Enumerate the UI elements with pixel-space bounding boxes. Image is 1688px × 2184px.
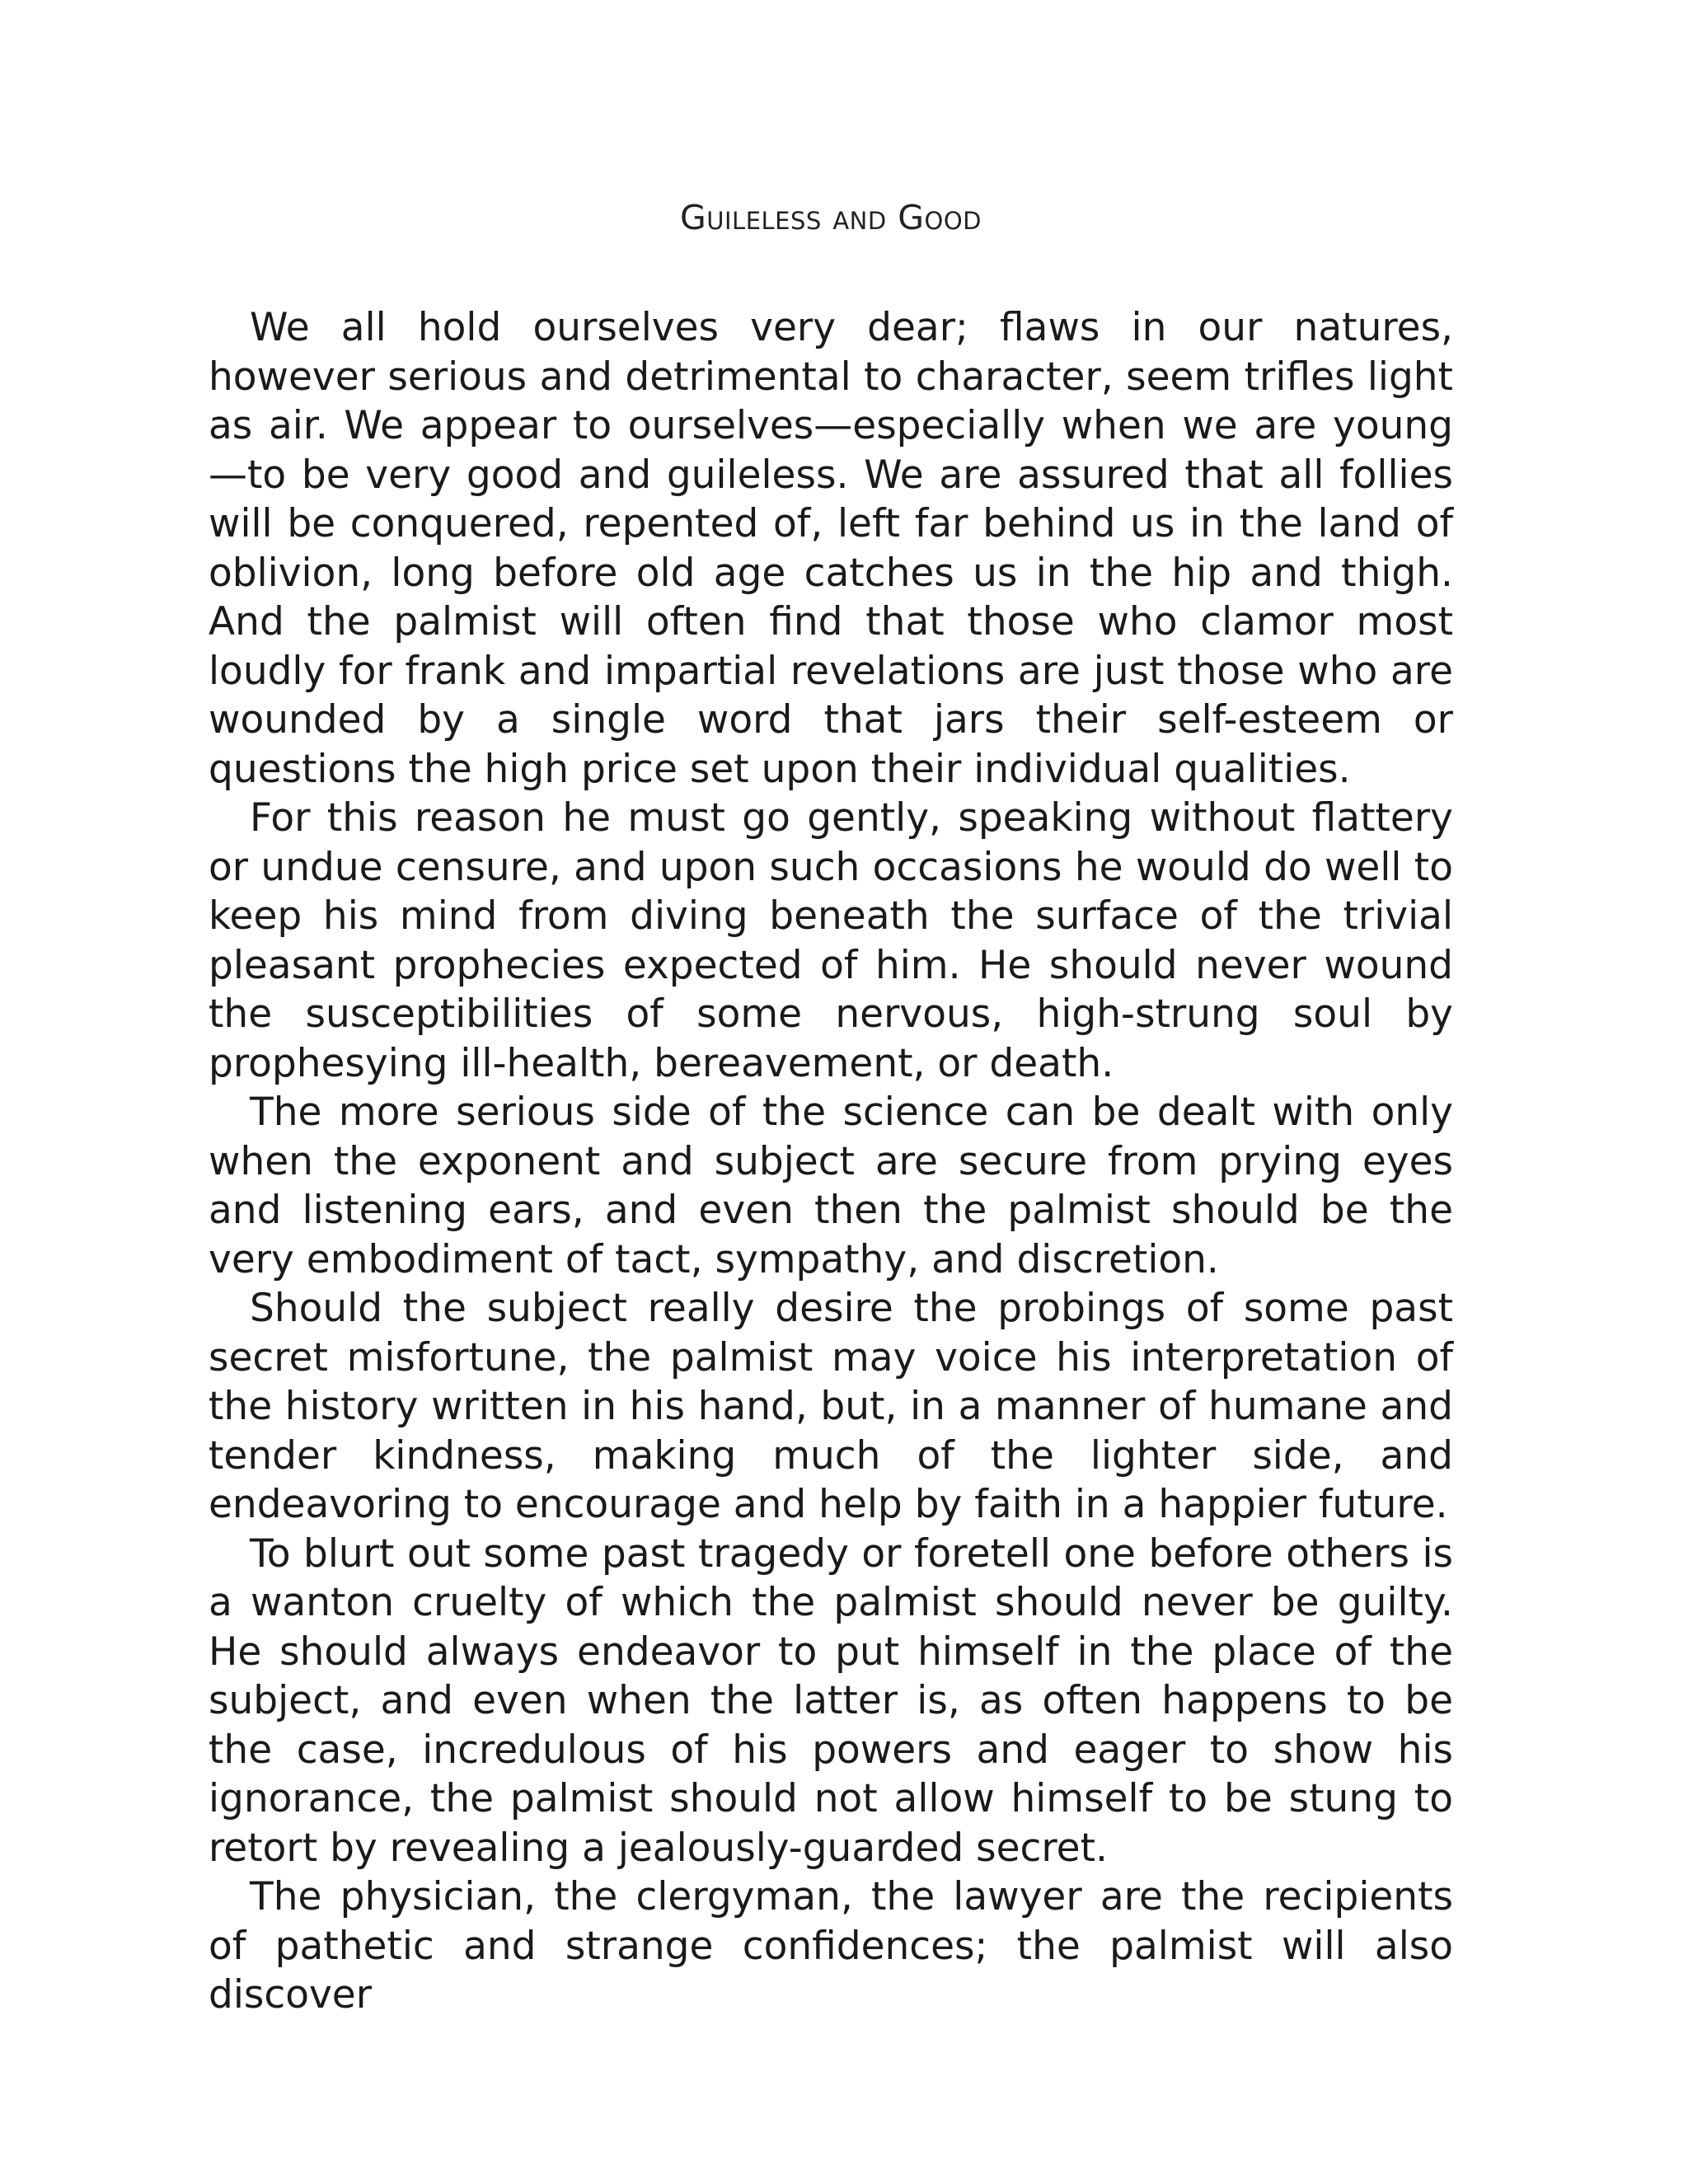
paragraph-5: To blurt out some past tragedy or foretell one before others is a wanton cruelty of which the palmist should never be guilty. He should always endeavor to put himself in the place of the subject, and even when the latter is, as often happens to be the case, incredulous of his powers and eager to show his ignorance, the palmist should not allow himself to be stung to retort by revealing a jealously-guarded secret. (209, 1530, 1453, 1871)
book-page (209, 198, 1453, 2020)
paragraph-4: Should the subject really desire the probings of some past secret misfortune, the palmist may voice his interpretation of the history written in his hand, but, in a manner of humane and tender kindness, making much of the lighter side, and endeavoring to encourage and help by faith in a happier future. (209, 1286, 1453, 1527)
paragraph-2: For this reason he must go gently, speaking without flattery or undue censure, and upon such occasions he would do well to keep his mind from diving beneath the surface of the trivial pleasant prophecies expected of him. He should never wound the susceptibilities of some nervous, high-strung soul by prophesying ill-health, bereavement, or death. (209, 795, 1453, 1086)
paragraph-1: We all hold ourselves very dear; flaws in our natures, however serious and detrimental to character, seem trifles light as air. We appear to ourselves—especially when we are young—to be very good and guileless. We are assured that all follies will be conquered, repented of, left far behind us in the land of oblivion, long before old age catches us in the hip and thigh. And the palmist will often find that those who clamor most loudly for frank and impartial revelations are just those who are wounded by a single word that jars their self-esteem or questions the high price set upon their individual qualities. (209, 305, 1453, 792)
running-head: Guileless and Good (679, 198, 982, 237)
paragraph-3: The more serious side of the science can be dealt with only when the exponent and subject are secure from prying eyes and listening ears, and even then the palmist should be the very embodiment of tact, sympathy, and discretion. (209, 1090, 1453, 1282)
paragraph-6: The physician, the clergyman, the lawyer are the recipients of pathetic and strange confidences; the palmist will also discover (209, 1874, 1453, 2018)
